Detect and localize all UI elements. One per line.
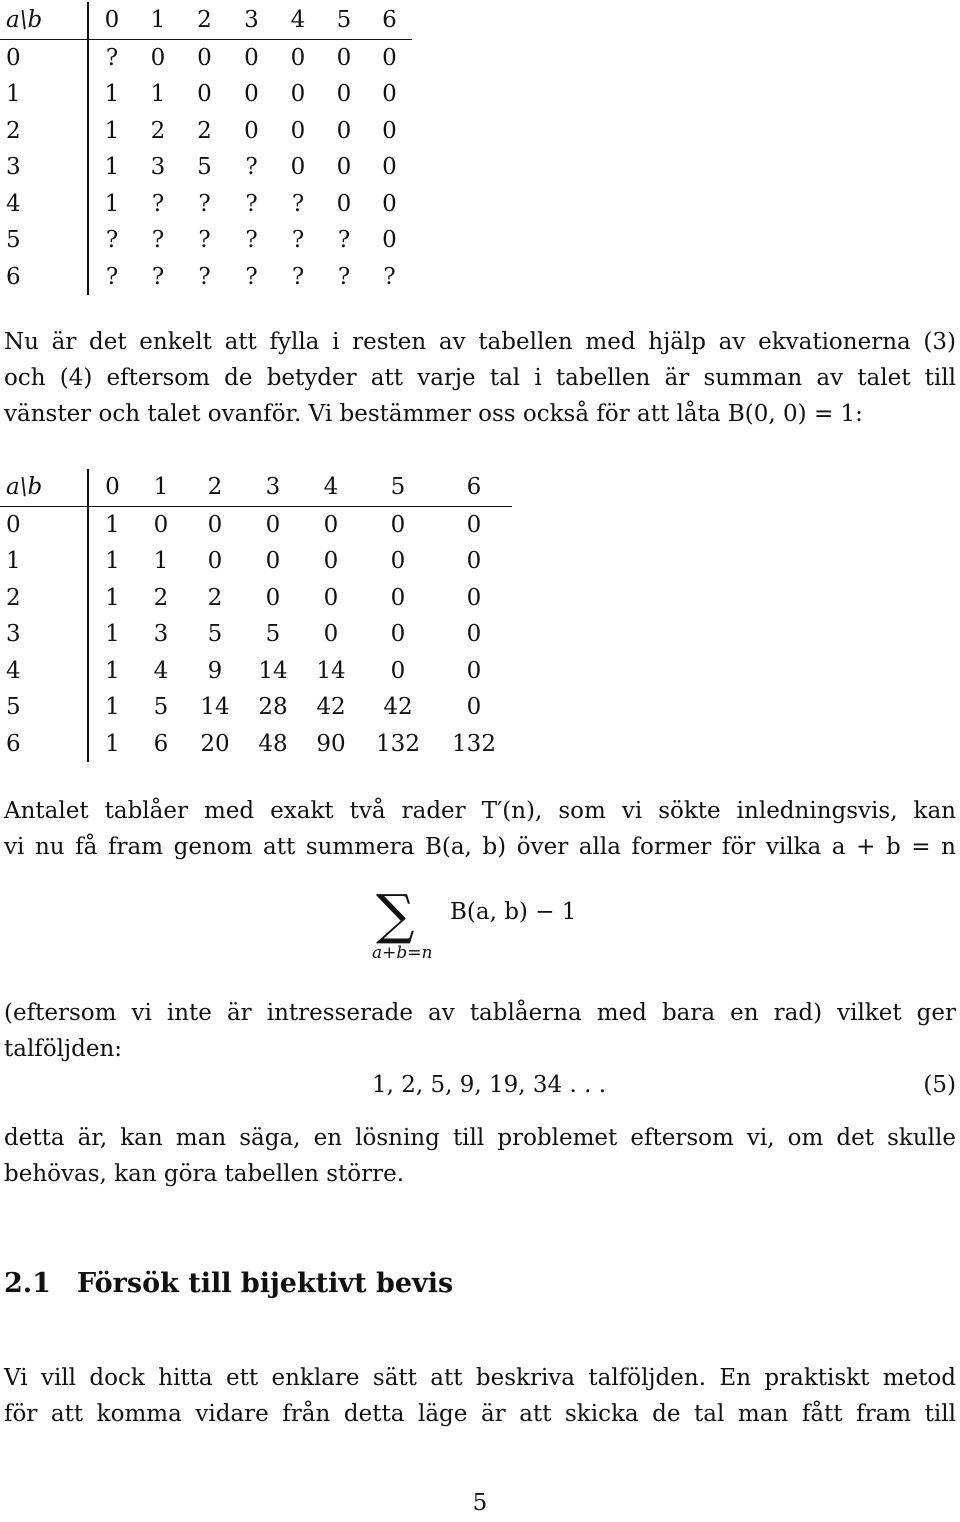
column-header: 4 <box>302 469 360 506</box>
text-line: behövas, kan göra tabellen större. <box>4 1161 405 1187</box>
table-row <box>0 39 412 76</box>
table-cell: 0 <box>466 511 482 538</box>
table-row <box>0 149 412 186</box>
text-line: Vi vill dock hitta ett enklare sätt att beskriva talföljden. En praktiskt metod <box>4 1365 956 1391</box>
table-cell: 0 <box>466 694 482 721</box>
table-cell: 0 <box>390 584 406 611</box>
text-line: vi nu få fram genom att summera B(a, b) över alla former för vilka a + b = n <box>4 834 956 860</box>
table-cell: 0 <box>197 81 212 108</box>
table-cell: ? <box>245 263 258 290</box>
table-cell: 5 <box>153 694 169 721</box>
table-cell: 0 <box>265 511 281 538</box>
column-header: 1 <box>136 469 186 506</box>
table-cell: 0 <box>336 190 352 217</box>
table-cell: ? <box>291 227 305 254</box>
table-cell: 2 <box>207 584 223 611</box>
table-row <box>0 113 412 150</box>
text-line: och (4) eftersom de betyder att varje tal i tabellen är summan av talet till <box>4 365 956 391</box>
table-cell: ? <box>245 154 258 181</box>
table-cell: 0 <box>244 44 259 71</box>
table-cell: 1 <box>105 584 120 611</box>
column-header: 3 <box>244 469 302 506</box>
column-header: 2 <box>186 469 244 506</box>
table-cell: ? <box>245 190 258 217</box>
table-cell: 0 <box>207 548 223 575</box>
row-label: 0 <box>0 39 88 76</box>
table-cell: 2 <box>197 117 212 144</box>
table-cell: 4 <box>153 657 169 684</box>
row-label: 4 <box>0 653 88 690</box>
table-cell: 1 <box>105 621 120 648</box>
row-label: 2 <box>0 113 88 150</box>
corner-cell: a\b <box>0 2 88 39</box>
sum-body: B(a, b) − 1 <box>450 899 577 925</box>
table-cell: 1 <box>153 548 169 575</box>
sigma-symbol: ∑ <box>376 883 415 946</box>
table-cell: 0 <box>150 44 166 71</box>
table-cell: 132 <box>452 730 496 757</box>
table-cell: 1 <box>105 657 120 684</box>
table-cell: ? <box>105 44 119 71</box>
column-header: 2 <box>181 2 228 39</box>
table-cell: 2 <box>150 117 166 144</box>
table-cell: 0 <box>390 621 406 648</box>
table-cell: 132 <box>376 730 420 757</box>
table-cell: 20 <box>200 730 230 757</box>
table-cell: ? <box>198 190 211 217</box>
summation-formula <box>360 883 620 973</box>
table-cell: ? <box>337 227 351 254</box>
table-cell: ? <box>151 263 165 290</box>
text-line: talföljden: <box>4 1036 123 1062</box>
table-cell: 0 <box>466 657 482 684</box>
table-row <box>0 653 512 690</box>
table-cell: 0 <box>466 548 482 575</box>
table-cell: ? <box>198 227 211 254</box>
row-label: 4 <box>0 186 88 223</box>
equation-number: (5) <box>923 1072 956 1098</box>
section-heading <box>4 1268 453 1299</box>
table-cell: 1 <box>104 117 120 144</box>
table-cell: ? <box>291 263 305 290</box>
table-header-row <box>0 2 412 39</box>
table-cell: 0 <box>390 511 406 538</box>
text-line: vänster och talet ovanför. Vi bestämmer oss också för att låta B(0, 0) = 1: <box>4 401 863 427</box>
table-cell: 1 <box>150 81 166 108</box>
table-cell: 0 <box>290 117 306 144</box>
table-cell: 5 <box>197 154 212 181</box>
table-cell: 1 <box>105 730 120 757</box>
table-cell: 14 <box>200 694 230 721</box>
table-cell: 0 <box>382 154 397 181</box>
table-cell: 1 <box>105 511 120 538</box>
column-header: 5 <box>321 2 367 39</box>
table-row <box>0 543 512 580</box>
corner-cell: a\b <box>0 469 88 506</box>
table-cell: 3 <box>153 621 169 648</box>
table-cell: 0 <box>382 117 397 144</box>
table-cell: 1 <box>105 548 120 575</box>
page-number: 5 <box>472 1490 488 1516</box>
table-cell: ? <box>291 190 305 217</box>
paragraph-fill-table <box>4 324 956 432</box>
text-line: Antalet tablåer med exakt två rader T′(n), som vi sökte inledningsvis, kan <box>4 798 956 824</box>
table-row <box>0 616 512 653</box>
table-row <box>0 689 512 726</box>
row-label: 5 <box>0 222 88 259</box>
table-cell: 0 <box>382 190 397 217</box>
table-row <box>0 186 412 223</box>
table-cell: ? <box>383 263 396 290</box>
sum-subscript: a+b=n <box>372 943 433 963</box>
table-cell: 14 <box>316 657 346 684</box>
table-cell: ? <box>151 190 165 217</box>
table-cell: 0 <box>466 584 482 611</box>
table-cell: 1 <box>104 190 120 217</box>
table-cell: 14 <box>258 657 288 684</box>
table-cell: 0 <box>336 44 352 71</box>
column-header: 6 <box>367 2 412 39</box>
table-cell: 0 <box>390 657 406 684</box>
table-cell: ? <box>151 227 165 254</box>
column-header: 5 <box>360 469 436 506</box>
table-cell: 0 <box>153 511 169 538</box>
table-row <box>0 726 512 763</box>
text-line: Nu är det enkelt att fylla i resten av tabellen med hjälp av ekvationerna (3) <box>4 329 956 355</box>
table-cell: 0 <box>390 548 406 575</box>
table-cell: 1 <box>105 694 120 721</box>
table-cell: 0 <box>323 621 339 648</box>
table-cell: 0 <box>323 584 339 611</box>
table-cell: 2 <box>153 584 169 611</box>
table-cell: 0 <box>290 44 306 71</box>
table-cell: 0 <box>466 621 482 648</box>
table-cell: 0 <box>265 584 281 611</box>
text-line: för att komma vidare från detta läge är att skicka de tal man fått fram till <box>4 1401 956 1427</box>
table-cell: 0 <box>290 81 306 108</box>
row-label: 2 <box>0 580 88 617</box>
row-label: 3 <box>0 616 88 653</box>
paragraph-sequence-intro <box>4 995 956 1067</box>
table-cell: 5 <box>207 621 223 648</box>
table-cell: ? <box>245 227 258 254</box>
table-cell: 0 <box>207 511 223 538</box>
table-cell: 0 <box>336 117 352 144</box>
row-label: 3 <box>0 149 88 186</box>
table-cell: 0 <box>382 81 397 108</box>
table-cell: 48 <box>258 730 288 757</box>
section-title: Försök till bijektivt bevis <box>76 1268 454 1299</box>
table-cell: ? <box>337 263 351 290</box>
paragraph-sum-intro <box>4 793 956 865</box>
table-cell: 28 <box>258 694 288 721</box>
table-cell: 0 <box>244 81 259 108</box>
paragraph-solution <box>4 1120 956 1192</box>
table-cell: ? <box>105 263 119 290</box>
equation-expression: 1, 2, 5, 9, 19, 34 . . . <box>372 1072 607 1098</box>
column-header: 0 <box>88 469 136 506</box>
row-label: 6 <box>0 726 88 763</box>
table-cell: 0 <box>336 81 352 108</box>
table-cell: ? <box>198 263 211 290</box>
column-header: 6 <box>436 469 512 506</box>
section-number: 2.1 <box>4 1268 51 1299</box>
column-header: 1 <box>135 2 181 39</box>
table-row <box>0 580 512 617</box>
table-body <box>0 2 412 295</box>
row-label: 1 <box>0 76 88 113</box>
table-cell: 6 <box>153 730 169 757</box>
table-cell: 0 <box>336 154 352 181</box>
column-header: 0 <box>88 2 135 39</box>
table-body <box>0 469 512 762</box>
table-header-row <box>0 469 512 506</box>
table-cell: 0 <box>244 117 259 144</box>
text-line: detta är, kan man säga, en lösning till problemet eftersom vi, om det skulle <box>4 1125 956 1151</box>
table-row <box>0 222 412 259</box>
table-cell: 9 <box>207 657 223 684</box>
column-header: 4 <box>275 2 321 39</box>
table-cell: 42 <box>316 694 346 721</box>
table-cell: 42 <box>383 694 413 721</box>
table-row <box>0 76 412 113</box>
paragraph-bijective <box>4 1360 956 1432</box>
text-line: (eftersom vi inte är intresserade av tablåerna med bara en rad) vilket ger <box>4 1000 956 1026</box>
row-label: 1 <box>0 543 88 580</box>
table-cell: 1 <box>104 81 120 108</box>
row-label: 5 <box>0 689 88 726</box>
table-row <box>0 506 512 543</box>
table-cell: 1 <box>104 154 120 181</box>
row-label: 0 <box>0 506 88 543</box>
table-cell: 3 <box>150 154 166 181</box>
row-label: 6 <box>0 259 88 296</box>
table-row <box>0 259 412 296</box>
table-cell: 0 <box>265 548 281 575</box>
table-cell: 5 <box>265 621 281 648</box>
table-cell: 90 <box>316 730 346 757</box>
table-cell: 0 <box>382 227 397 254</box>
table-cell: 0 <box>382 44 397 71</box>
table-cell: 0 <box>323 548 339 575</box>
table-b-complete <box>0 469 512 762</box>
equation-5 <box>4 1067 956 1103</box>
table-cell: 0 <box>197 44 212 71</box>
table-cell: 0 <box>290 154 306 181</box>
table-b-partial <box>0 2 412 295</box>
table-cell: ? <box>105 227 119 254</box>
column-header: 3 <box>228 2 275 39</box>
table-cell: 0 <box>323 511 339 538</box>
